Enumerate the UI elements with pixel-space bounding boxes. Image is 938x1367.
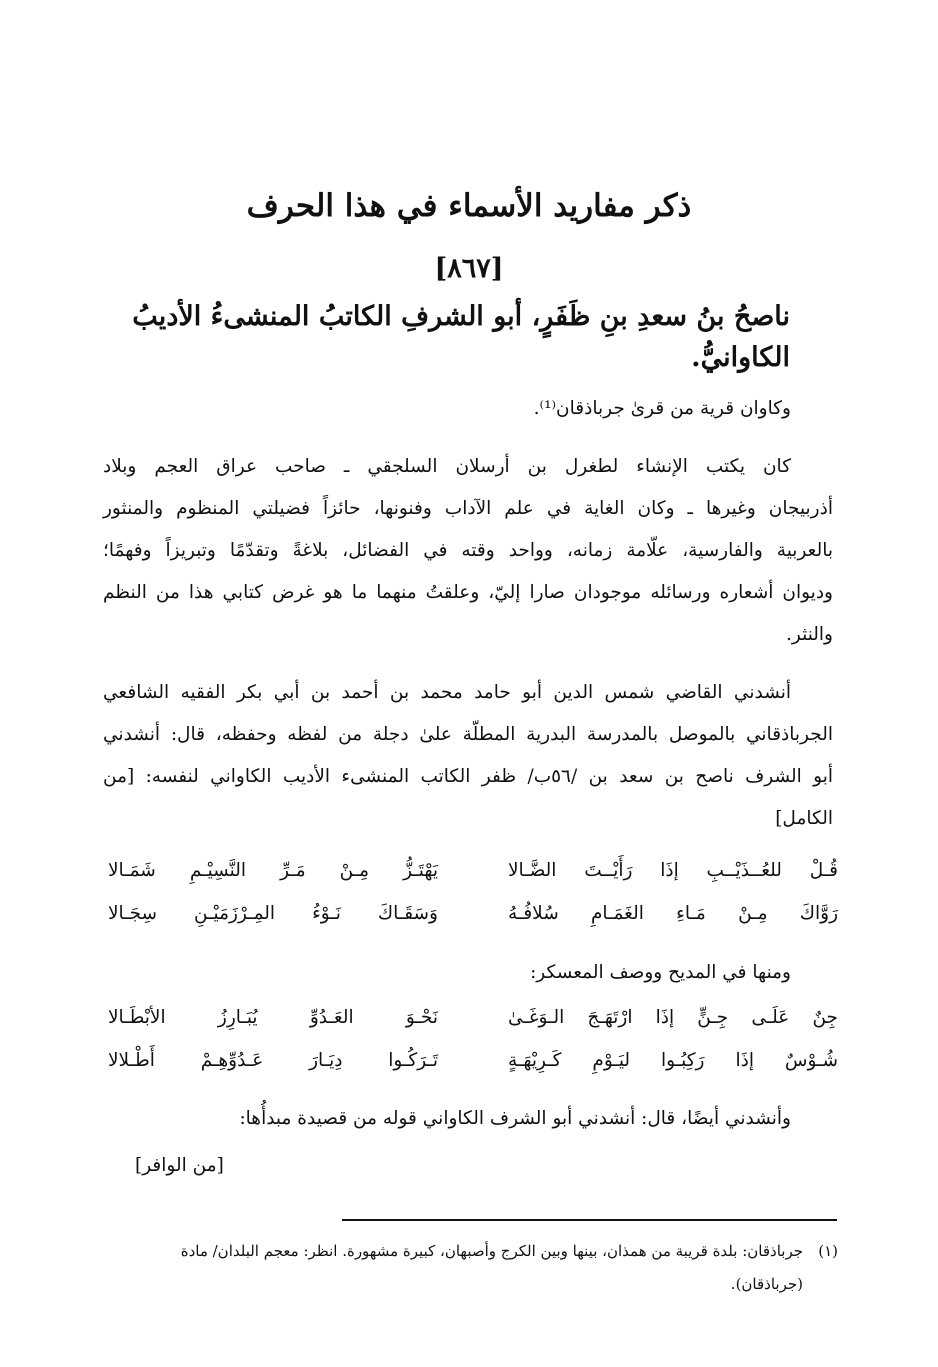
paragraph2-line: أنشدني القاضي شمس الدين أبو حامد محمد بن أحمد بن أبي بكر الفقيه الشافعي: [103, 682, 791, 703]
poem-hemistich-first: قُـلْ للعُــذَيْــبِ إذَا رَأَيْــتَ الضَّـالا: [508, 860, 838, 881]
poem-hemistich-first: رَوَّاكَ مِـنْ مَـاءِ الغَمَـامِ سُلافُـهُ: [508, 903, 838, 924]
entry-number: [٨٦٧]: [434, 253, 504, 284]
poem-hemistich-second: يَهْتَـزُّ مِـنْ مَـرِّ النَّسِيْـمِ شَمَـالا: [108, 860, 438, 881]
entry-heading-line-2: الكاوانيُّ.: [691, 342, 790, 373]
entry-heading-line-1: ناصحُ بنُ سعدِ بنِ ظَفَرٍ، أبو الشرفِ الكاتبُ المنشىءُ الأديبُ: [132, 301, 790, 332]
poem-hemistich-second: تَـرَكُـوا دِيَـارَ عَـدُوِّهِـمْ أَطْـلالا: [108, 1050, 438, 1071]
paragraph1-line: كان يكتب الإنشاء لطغرل بن أرسلان السلجقي ـ صاحب عراق العجم وبلاد: [103, 456, 791, 477]
paragraph2-line: الجرباذقاني بالموصل بالمدرسة البدرية المطلّة علىٰ دجلة من لفظه وحفظه، قال: أنشدني: [103, 724, 833, 745]
paragraph1-line: أذربيجان وغيرها ـ وكان الغاية في علم الآداب وفنونها، حائزاً فضيلتي المنظوم والمنثور: [103, 498, 833, 519]
poem-hemistich-first: جِنٌ عَلَـى جِـنٍّ إذَا ارْتَهَـجَ الـوَغَـىٰ: [508, 1007, 838, 1028]
poem3-meter: [من الوافر]: [135, 1155, 224, 1176]
section-title: ذكر مفاريد الأسماء في هذا الحرف: [246, 188, 692, 224]
footnote-text-line-1: جرباذقان: بلدة قريبة من همذان، بينها وبين الكرج وأصبهان، كبيرة مشهورة. انظر: معجم البلدان/ مادة: [180, 1242, 803, 1260]
poem2-intro: ومنها في المديح ووصف المعسكر:: [530, 962, 791, 983]
poem3-intro: وأنشدني أيضًا، قال: أنشدني أبو الشرف الكاواني قوله من قصيدة مبدأُها:: [239, 1108, 791, 1129]
paragraph1-line: وديوان أشعاره ورسائله موجودان صارا إليّ، وعلقتُ منهما ما هو غرض كتابي هذا من النظم: [103, 582, 833, 603]
paragraph2-line: أبو الشرف ناصح بن سعد بن /٥٦ب/ ظفر الكاتب المنشىء الأديب الكاواني لنفسه: [من: [103, 766, 833, 787]
paragraph1-line: والنثر.: [786, 624, 833, 645]
footnote-text-line-2: (جرباذقان).: [730, 1275, 803, 1293]
poem-hemistich-second: وَسَقَـاكَ نَـوْءُ المِـرْزَمَيْـنِ سِجَـالا: [108, 903, 438, 924]
poem-hemistich-first: شُـوْسٌ إذَا رَكِبُـوا ليَـوْمِ كَـرِيْهَـةٍ: [508, 1050, 838, 1071]
paragraph1-line: بالعربية والفارسية، علّامة زمانه، وواحد وقته في الفضائل، بلاغةً وتقدّمًا وتبريزاً وفهمًا؛: [103, 540, 833, 561]
poem-hemistich-second: نَحْـوَ العَـدُوِّ يُبَـارِزُ الأبْطَـالا: [108, 1007, 438, 1028]
paragraph2-line: الكامل]: [775, 808, 833, 829]
footnote-separator: [342, 1219, 837, 1221]
footnote-number: (١): [818, 1242, 838, 1260]
intro-line: وكاوان قرية من قرىٰ جرباذقان⁽¹⁾.: [533, 398, 791, 419]
